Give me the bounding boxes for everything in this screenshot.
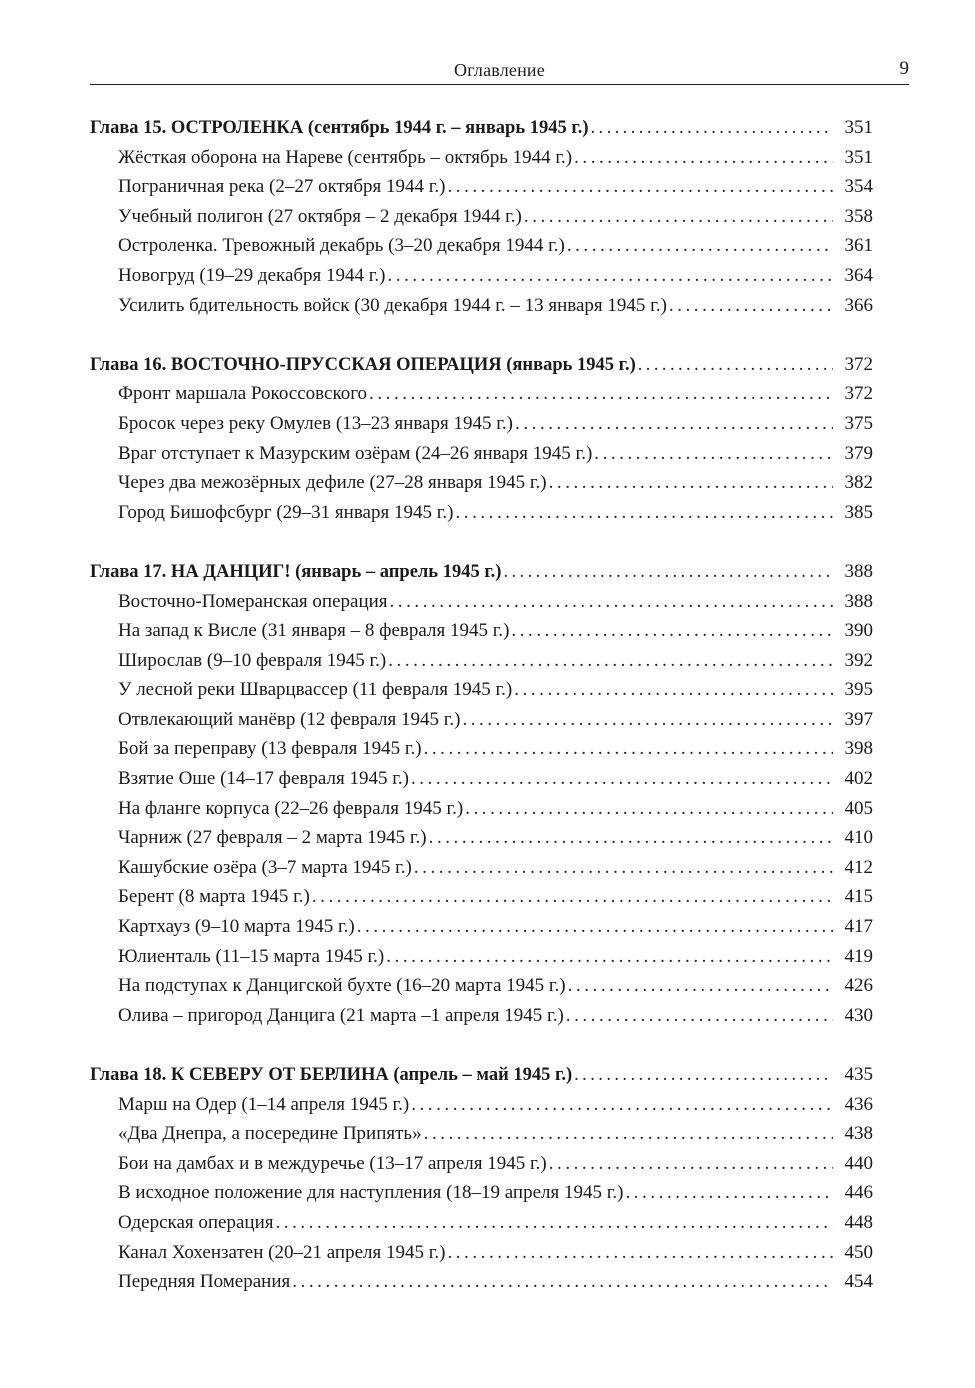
dot-leader: [411, 764, 833, 794]
dot-leader: [594, 439, 832, 469]
toc-entry[interactable]: [90, 1090, 873, 1120]
page-ref: 390: [844, 620, 873, 642]
dot-leader: [515, 409, 832, 439]
toc-entry[interactable]: [90, 1208, 873, 1238]
dot-leader: [462, 705, 832, 735]
section-title: Фронт маршала Рокоссовского: [118, 383, 368, 405]
dot-leader: [411, 1090, 832, 1120]
dot-leader: [455, 498, 832, 528]
toc-entry[interactable]: [90, 172, 873, 202]
section-title: Берент (8 марта 1945 г.): [118, 886, 310, 908]
section-title: Город Бишофсбург (29–31 января 1945 г.): [118, 501, 454, 523]
section-title: Кашубские озёра (3–7 марта 1945 г.): [118, 856, 412, 878]
section-title: На фланге корпуса (22–26 февраля 1945 г.): [118, 797, 464, 819]
toc-entry[interactable]: [90, 1267, 873, 1297]
section-title: Остроленка. Тревожный декабрь (3–20 декабря 1944 г.): [118, 235, 565, 257]
chapter-heading[interactable]: [90, 113, 873, 143]
section-title: Бои на дамбах и в междуречье (13–17 апреля 1945 г.): [118, 1152, 547, 1174]
toc-entry[interactable]: [90, 942, 873, 972]
table-of-contents: [90, 113, 873, 1326]
chapter-title: Глава 18. К СЕВЕРУ ОТ БЕРЛИНА (апрель – май 1945 г.): [90, 1065, 573, 1085]
dot-leader: [566, 1001, 833, 1031]
dot-leader: [357, 912, 833, 942]
section-title: Передняя Померания: [118, 1271, 291, 1293]
dot-leader: [638, 351, 833, 381]
chapter-heading[interactable]: [90, 557, 873, 587]
section-title: Широслав (9–10 февраля 1945 г.): [118, 649, 387, 671]
toc-entry[interactable]: [90, 882, 873, 912]
page-ref: 388: [844, 590, 873, 612]
dot-leader: [503, 558, 832, 588]
page-ref: 430: [844, 1004, 873, 1026]
toc-entry[interactable]: [90, 291, 873, 321]
page-ref: 450: [844, 1241, 873, 1263]
dot-leader: [292, 1267, 832, 1297]
toc-entry[interactable]: [90, 853, 873, 883]
toc-entry[interactable]: [90, 1238, 873, 1268]
running-title: Оглавление: [454, 60, 545, 80]
dot-leader: [465, 794, 832, 824]
page-ref: 397: [844, 708, 873, 730]
section-title: Одерская операция: [118, 1211, 274, 1233]
toc-entry[interactable]: [90, 379, 873, 409]
dot-leader: [447, 1238, 832, 1268]
dot-leader: [447, 172, 832, 202]
dot-leader: [625, 1178, 832, 1208]
chapter-17: [90, 557, 873, 1031]
dot-leader: [388, 261, 833, 291]
dot-leader: [424, 734, 833, 764]
dot-leader: [590, 114, 832, 144]
dot-leader: [390, 587, 833, 617]
section-title: Пограничная река (2–27 октября 1944 г.): [118, 176, 446, 198]
page-ref: 375: [844, 412, 873, 434]
section-title: Через два межозёрных дефиле (27–28 января 1945 г.): [118, 472, 547, 494]
page-ref: 426: [844, 975, 873, 997]
section-title: На подступах к Данцигской бухте (16–20 марта 1945 г.): [118, 975, 566, 997]
section-title: Враг отступает к Мазурским озёрам (24–26 января 1945 г.): [118, 442, 593, 464]
dot-leader: [386, 942, 832, 972]
dot-leader: [388, 646, 832, 676]
toc-entry[interactable]: [90, 823, 873, 853]
section-title: Бой за переправу (13 февраля 1945 г.): [118, 738, 422, 760]
section-title: Канал Хохензатен (20–21 апреля 1945 г.): [118, 1241, 446, 1263]
toc-entry[interactable]: [90, 1119, 873, 1149]
dot-leader: [574, 1061, 832, 1091]
page-ref: 364: [844, 264, 873, 286]
toc-entry[interactable]: [90, 734, 873, 764]
page-ref: 354: [844, 176, 873, 198]
toc-entry[interactable]: [90, 764, 873, 794]
page-ref: 351: [844, 117, 873, 138]
page-ref: 372: [844, 383, 873, 405]
page-ref: 419: [844, 945, 873, 967]
page-ref: 392: [844, 649, 873, 671]
page-ref: 385: [844, 501, 873, 523]
toc-entry[interactable]: [90, 675, 873, 705]
toc-entry[interactable]: [90, 794, 873, 824]
page-ref: 417: [844, 916, 873, 938]
toc-entry[interactable]: [90, 439, 873, 469]
section-title: Марш на Одер (1–14 апреля 1945 г.): [118, 1093, 410, 1115]
dot-leader: [669, 291, 833, 321]
toc-entry[interactable]: [90, 705, 873, 735]
section-title: У лесной реки Шварцвассер (11 февраля 1945 г.): [118, 679, 513, 701]
page-ref: 372: [844, 353, 873, 375]
section-title: Картхауз (9–10 марта 1945 г.): [118, 916, 355, 938]
chapter-15: [90, 113, 873, 320]
section-title: Жёсткая оборона на Нареве (сентябрь – октябрь 1944 г.): [118, 146, 573, 168]
toc-entry[interactable]: [90, 587, 873, 617]
toc-entry[interactable]: [90, 616, 873, 646]
toc-entry[interactable]: [90, 143, 873, 173]
chapter-16: [90, 350, 873, 528]
dot-leader: [511, 616, 832, 646]
toc-entry[interactable]: [90, 1149, 873, 1179]
page-ref: 446: [844, 1182, 873, 1204]
chapter-title: Глава 16. ВОСТОЧНО-ПРУССКАЯ ОПЕРАЦИЯ (январь 1945 г.): [90, 354, 636, 375]
page-ref: 436: [844, 1093, 873, 1115]
section-title: Усилить бдительность войск (30 декабря 1944 г. – 13 января 1945 г.): [118, 294, 667, 316]
chapter-heading[interactable]: [90, 1060, 873, 1090]
chapter-title: Глава 15. ОСТРОЛЕНКА (сентябрь 1944 г. – январь 1945 г.): [90, 118, 589, 138]
dot-leader: [514, 675, 832, 705]
section-title: На запад к Висле (31 января – 8 февраля 1945 г.): [118, 620, 510, 642]
page-ref: 440: [844, 1152, 873, 1174]
section-title: В исходное положение для наступления (18–19 апреля 1945 г.): [118, 1182, 624, 1204]
page-ref: 448: [844, 1211, 873, 1233]
toc-entry[interactable]: [90, 409, 873, 439]
page-number: 9: [899, 58, 909, 79]
page-ref: 435: [844, 1064, 873, 1085]
section-title: Новогруд (19–29 декабря 1944 г.): [118, 264, 386, 286]
section-title: Бросок через реку Омулев (13–23 января 1945 г.): [118, 412, 514, 434]
page-ref: 366: [844, 294, 873, 316]
dot-leader: [524, 202, 833, 232]
dot-leader: [414, 853, 833, 883]
dot-leader: [568, 971, 833, 1001]
page-ref: 405: [844, 797, 873, 819]
page-ref: 454: [844, 1271, 873, 1293]
section-title: Чарниж (27 февраля – 2 марта 1945 г.): [118, 827, 427, 849]
dot-leader: [424, 1119, 833, 1149]
toc-entry[interactable]: [90, 971, 873, 1001]
section-title: Юлиенталь (11–15 марта 1945 г.): [118, 945, 385, 967]
section-title: Учебный полигон (27 октября – 2 декабря 1944 г.): [118, 205, 522, 227]
toc-entry[interactable]: [90, 646, 873, 676]
dot-leader: [574, 143, 832, 173]
dot-leader: [275, 1208, 832, 1238]
page-ref: 351: [844, 146, 873, 168]
page-ref: 412: [844, 856, 873, 878]
page-ref: 382: [844, 472, 873, 494]
toc-entry[interactable]: [90, 231, 873, 261]
toc-entry[interactable]: [90, 1178, 873, 1208]
toc-entry[interactable]: [90, 468, 873, 498]
dot-leader: [369, 379, 832, 409]
toc-entry[interactable]: [90, 1001, 873, 1031]
toc-entry[interactable]: [90, 498, 873, 528]
page-ref: 402: [844, 768, 873, 790]
dot-leader: [549, 468, 833, 498]
section-title: Восточно-Померанская операция: [118, 590, 388, 612]
chapter-18: [90, 1060, 873, 1297]
toc-entry[interactable]: [90, 912, 873, 942]
page-ref: 410: [844, 827, 873, 849]
page-ref: 395: [844, 679, 873, 701]
section-title: Отвлекающий манёвр (12 февраля 1945 г.): [118, 708, 461, 730]
page-ref: 361: [844, 235, 873, 257]
toc-entry[interactable]: [90, 202, 873, 232]
page-ref: 438: [844, 1123, 873, 1145]
section-title: Олива – пригород Данцига (21 марта –1 апреля 1945 г.): [118, 1004, 564, 1026]
page-header: [90, 56, 909, 85]
chapter-heading[interactable]: [90, 350, 873, 380]
dot-leader: [312, 882, 833, 912]
dot-leader: [567, 231, 833, 261]
dot-leader: [429, 823, 833, 853]
page-ref: 415: [844, 886, 873, 908]
chapter-title: Глава 17. НА ДАНЦИГ! (январь – апрель 1945 г.): [90, 561, 502, 582]
section-title: «Два Днепра, а посередине Припять»: [118, 1123, 422, 1145]
page-ref: 388: [844, 560, 873, 582]
section-title: Взятие Оше (14–17 февраля 1945 г.): [118, 768, 409, 790]
dot-leader: [549, 1149, 833, 1179]
page-ref: 358: [844, 205, 873, 227]
toc-entry[interactable]: [90, 261, 873, 291]
page-ref: 379: [844, 442, 873, 464]
page-ref: 398: [844, 738, 873, 760]
